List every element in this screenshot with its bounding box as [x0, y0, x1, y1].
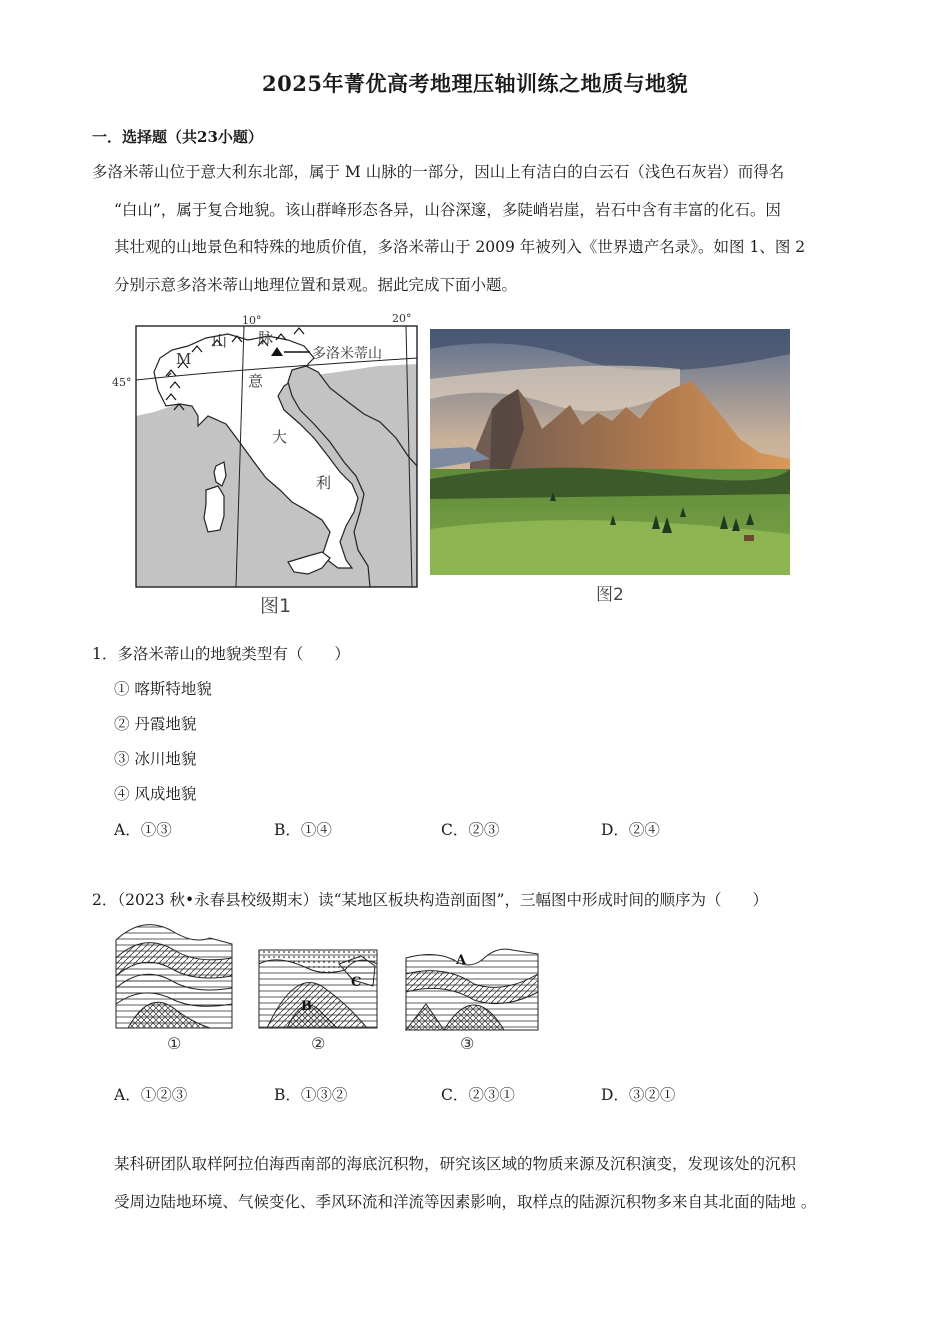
intro-line: 某科研团队取样阿拉伯海西南部的海底沉积物，研究该区域的物质来源及沉积演变，发现该处的沉积 — [114, 1155, 797, 1173]
q1-choice-a[interactable]: A．①③ — [114, 821, 172, 839]
question-1-stem: 1．多洛米蒂山的地貌类型有（ ） — [92, 645, 350, 663]
intro-line: “白山”，属于复合地貌。该山群峰形态各异，山谷深邃，多陡峭岩崖，岩石中含有丰富的化石。因 — [114, 200, 781, 219]
lon-20-label: 20° — [392, 312, 412, 325]
intro-line: 其壮观的山地景色和特殊的地质价值，多洛米蒂山于 2009 年被列入《世界遗产名录》。如图 1、图 2 — [114, 238, 806, 256]
intro-line: 分别示意多洛米蒂山地理位置和景观。据此完成下面小题。 — [114, 275, 518, 294]
intro-paragraph-2 — [114, 1146, 874, 1221]
lon-10-label: 10° — [242, 314, 262, 327]
fig2-caption: 图2 — [596, 585, 624, 605]
label-b: B — [301, 999, 312, 1014]
intro-line: 受周边陆地环境、气候变化、季风环流和洋流等因素影响，取样点的陆源沉积物多来自其北面的陆地 。 — [114, 1192, 817, 1211]
q1-choice-d[interactable]: D．②④ — [601, 821, 660, 839]
q2-choice-c[interactable]: C．②③① — [441, 1086, 515, 1104]
fig1-caption: 图1 — [260, 595, 292, 617]
cross-section-3-caption: ③ — [460, 1034, 475, 1053]
page-title: 2025年菁优高考地理压轴训练之地质与地貌 — [262, 71, 688, 96]
label-m: M — [176, 350, 192, 368]
cross-section-2-caption: ② — [311, 1034, 326, 1053]
intro-line: 多洛米蒂山位于意大利东北部，属于 M 山脉的一部分，因山上有洁白的白云石（浅色石灰岩）而得名 — [92, 163, 785, 181]
cross-section-1 — [114, 918, 234, 1030]
q1-item: ② 丹霞地貌 — [114, 715, 197, 733]
q2-choice-d[interactable]: D．③②① — [601, 1086, 676, 1104]
label-c: C — [351, 975, 362, 990]
sardinia-island — [204, 486, 224, 532]
q1-choice-c[interactable]: C．②③ — [441, 821, 500, 839]
label-a: A — [456, 953, 467, 968]
label-dolomites: 多洛米蒂山 — [312, 346, 382, 362]
intro-paragraph-1 — [92, 154, 867, 304]
q1-item: ① 喀斯特地貌 — [114, 680, 212, 698]
q1-item: ④ 风成地貌 — [114, 785, 197, 803]
cross-section-1-caption: ① — [167, 1034, 182, 1053]
cross-section-2 — [257, 940, 379, 1030]
label-da: 大 — [272, 428, 288, 446]
section-heading: 一．选择题（共23小题） — [92, 128, 263, 146]
label-yi: 意 — [248, 372, 264, 390]
italy-map-figure — [108, 306, 420, 618]
label-mai: 脉 — [258, 329, 274, 347]
cross-section-3 — [404, 940, 540, 1032]
lat-45-label: 45° — [112, 376, 132, 389]
q2-choice-a[interactable]: A．①②③ — [114, 1086, 188, 1104]
q1-item: ③ 冰川地貌 — [114, 750, 197, 768]
label-shan: 山 — [212, 332, 228, 350]
dolomites-landscape-photo — [430, 329, 790, 575]
q1-choice-b[interactable]: B．①④ — [274, 821, 332, 839]
question-2-stem: 2．（2023 秋•永春县校级期末）读“某地区板块构造剖面图”，三幅图中形成时间的顺序为（ ） — [92, 891, 768, 909]
q2-choice-b[interactable]: B．①③② — [274, 1086, 348, 1104]
label-li: 利 — [316, 474, 332, 492]
